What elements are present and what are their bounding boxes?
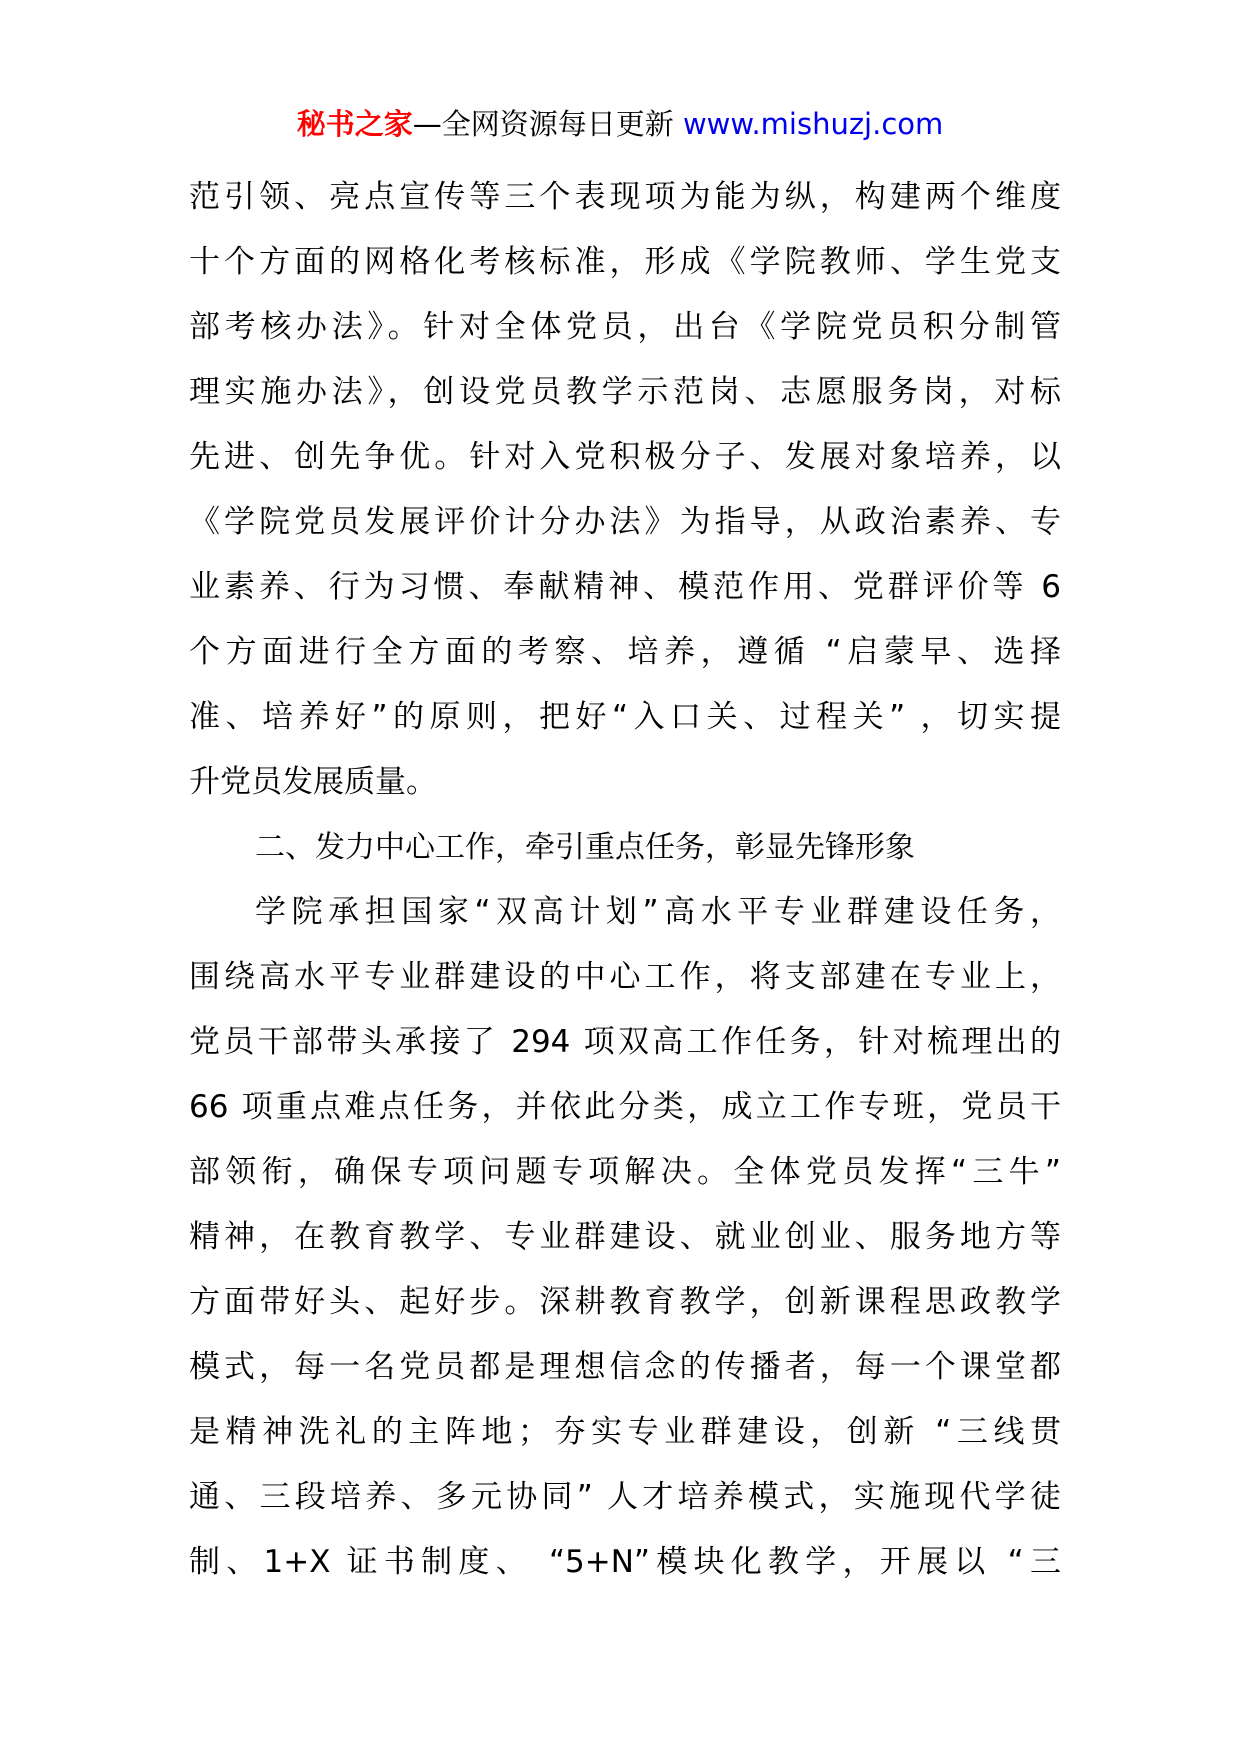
text-line: 升党员发展质量。 [189,764,437,800]
text-line: 精神，在教育教学、专业群建设、就业创业、服务地方等 [189,1219,1061,1255]
text-line: 部考核办法》。针对全体党员，出台《学院党员积分制管 [189,309,1061,345]
site-brand: 秘书之家 [296,107,413,141]
text-line: 学院承担国家“双高计划”高水平专业群建设任务， [255,894,1061,930]
text-line: 范引领、亮点宣传等三个表现项为能为纵，构建两个维度 [189,179,1061,215]
text-line: 制、1+X 证书制度、 “5+N”模块化教学，开展以 “三 [189,1544,1061,1580]
text-line: 理实施办法》，创设党员教学示范岗、志愿服务岗，对标 [189,374,1061,410]
text-line: 《学院党员发展评价计分办法》为指导，从政治素养、专 [189,504,1061,540]
text-line: 方面带好头、起好步。深耕教育教学，创新课程思政教学 [189,1284,1061,1320]
text-line: 66 项重点难点任务，并依此分类，成立工作专班，党员干 [189,1089,1061,1125]
text-line: 模式，每一名党员都是理想信念的传播者，每一个课堂都 [189,1349,1061,1385]
text-line: 通、三段培养、多元协同” 人才培养模式，实施现代学徒 [189,1479,1061,1515]
text-line: 围绕高水平专业群建设的中心工作，将支部建在专业上， [189,959,1061,995]
text-line: 十个方面的网格化考核标准，形成《学院教师、学生党支 [189,244,1061,280]
text-line: 部领衔，确保专项问题专项解决。全体党员发挥“三牛” [189,1154,1061,1190]
text-line: 准、培养好”的原则，把好“入口关、过程关” ，切实提 [189,699,1061,735]
site-tagline: —全网资源每日更新 [412,107,683,141]
text-line: 党员干部带头承接了 294 项双高工作任务，针对梳理出的 [189,1024,1061,1060]
text-line: 业素养、行为习惯、奉献精神、模范作用、党群评价等 6 [189,569,1061,605]
body-text [189,165,1061,1595]
page-header [0,104,1240,144]
site-url-link[interactable]: www.mishuzj.com [682,107,944,141]
text-line: 先进、创先争优。针对入党积极分子、发展对象培养，以 [189,439,1061,475]
section-heading: 二、发力中心工作，牵引重点任务，彰显先锋形象 [255,830,915,865]
text-line: 个方面进行全方面的考察、培养，遵循 “启蒙早、选择 [189,634,1061,670]
text-line: 是精神洗礼的主阵地；夯实专业群建设，创新 “三线贯 [189,1414,1061,1450]
